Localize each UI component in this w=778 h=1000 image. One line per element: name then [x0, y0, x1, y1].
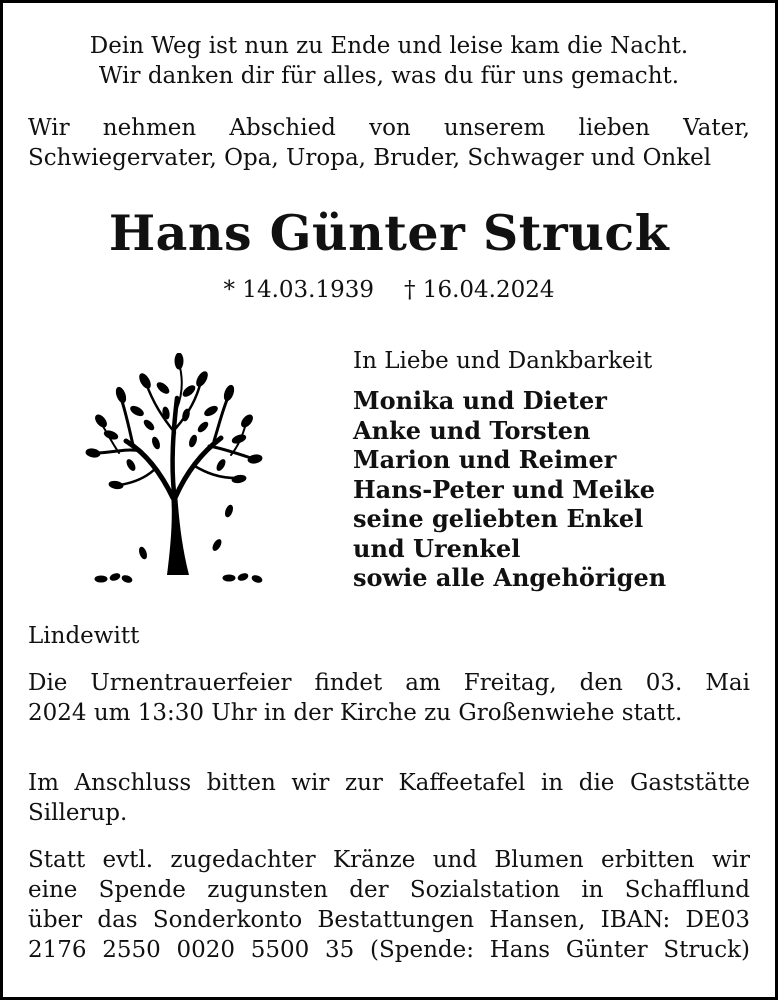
- life-dates: [3, 275, 775, 305]
- intro-line: Wir nehmen Abschied von unserem lieben Vater,: [28, 115, 750, 141]
- death-date: † 16.04.2024: [404, 277, 555, 303]
- ceremony-paragraph: [28, 668, 750, 728]
- mourner-name: seine geliebten Enkel: [353, 504, 644, 533]
- poem-line: Dein Weg ist nun zu Ende und leise kam die Nacht.: [89, 33, 689, 59]
- mourner-name: Hans-Peter und Meike: [353, 474, 656, 504]
- memorial-poem: [3, 31, 775, 91]
- intro-line: Schwiegervater, Opa, Uropa, Bruder, Schwager und Onkel: [28, 145, 712, 171]
- place-name: Lindewitt: [28, 623, 140, 649]
- ceremony-line: 2024 um 13:30 Uhr in der Kirche zu Großenwiehe statt.: [28, 700, 683, 726]
- mourner-name: Monika und Dieter: [353, 386, 607, 415]
- mourner-name: und Urenkel: [353, 533, 521, 563]
- reception-paragraph: [28, 768, 750, 828]
- donation-paragraph: [28, 845, 750, 965]
- reception-line: Im Anschluss bitten wir zur Kaffeetafel in die Gaststätte: [28, 770, 750, 796]
- mourner-name: Anke und Torsten: [353, 415, 591, 445]
- reception-line: Sillerup.: [28, 800, 128, 826]
- donation-line: eine Spende zugunsten der Sozialstation in Schafflund: [28, 877, 750, 903]
- farewell-intro: [28, 113, 750, 173]
- mourners-lead: In Liebe und Dankbarkeit: [353, 348, 653, 374]
- ceremony-line: Die Urnentrauerfeier findet am Freitag, den 03. Mai: [28, 670, 750, 696]
- mourner-name: Marion und Reimer: [353, 445, 617, 474]
- birth-date: * 14.03.1939: [223, 277, 374, 303]
- donation-line: Statt evtl. zugedachter Kränze und Blumen erbitten wir: [28, 847, 750, 873]
- mourners-list: [353, 386, 666, 593]
- tree-icon: [71, 353, 271, 588]
- mourner-name: sowie alle Angehörigen: [353, 563, 667, 592]
- donation-line: 2176 2550 0020 5500 35 (Spende: Hans Günter Struck): [28, 937, 750, 963]
- poem-line: Wir danken dir für alles, was du für uns gemacht.: [98, 63, 680, 89]
- deceased-name: Hans Günter Struck: [108, 204, 670, 262]
- donation-line: über das Sonderkonto Bestattungen Hansen, IBAN: DE03: [28, 907, 750, 933]
